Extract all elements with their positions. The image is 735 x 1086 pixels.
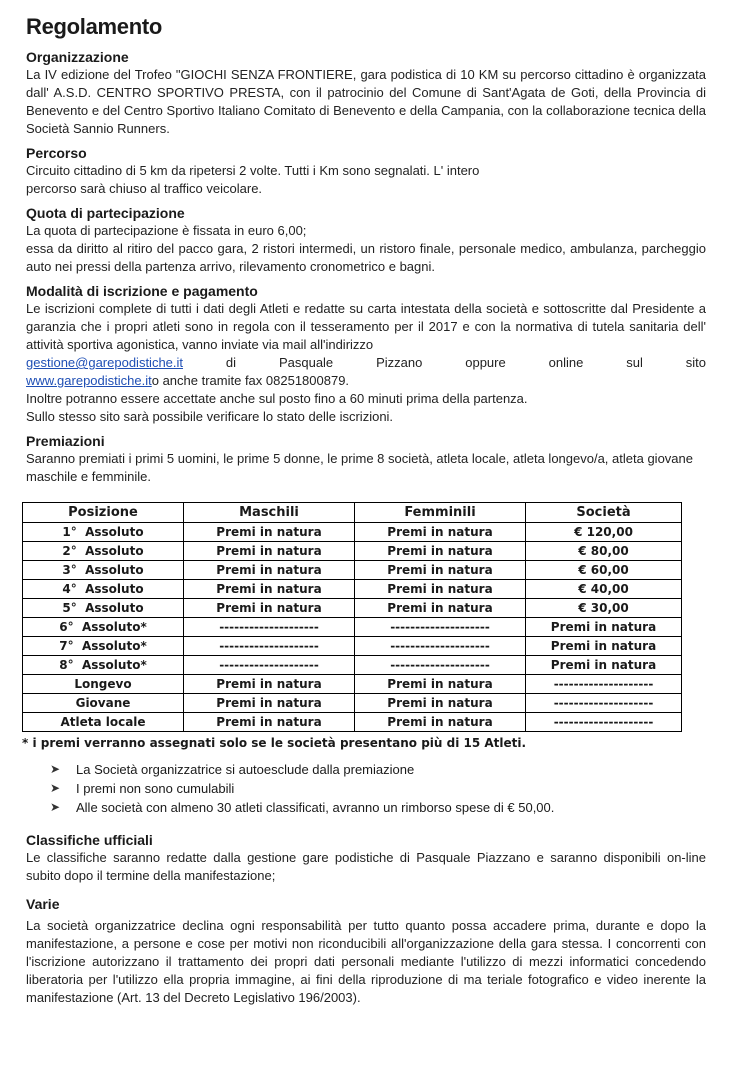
table-row [23, 656, 682, 675]
percorso-line-2: percorso sarà chiuso al traffico veicolare. [26, 181, 263, 196]
cell-femminili: Premi in natura [355, 580, 526, 599]
cell-femminili: Premi in natura [355, 542, 526, 561]
email-link[interactable]: gestione@garepodistiche.it [26, 355, 184, 370]
cell-posizione: Longevo [23, 675, 184, 694]
fax-text: o anche tramite fax 08251800879. [151, 373, 350, 388]
contact-word: sul [626, 355, 643, 370]
table-row [23, 637, 682, 656]
section-varie [26, 895, 706, 1007]
contact-word: sito [685, 355, 706, 370]
cell-maschili: Premi in natura [184, 542, 355, 561]
heading-quota: Quota di partecipazione [26, 205, 185, 221]
table-row [23, 618, 682, 637]
list-item [50, 760, 706, 779]
cell-maschili: Premi in natura [184, 694, 355, 713]
heading-iscrizione: Modalità di iscrizione e pagamento [26, 283, 258, 299]
contact-word: Pasquale [278, 355, 334, 370]
table-row [23, 561, 682, 580]
bullet-text: Alle società con almeno 30 atleti classificati, avranno un rimborso spese di € 50,00. [76, 800, 555, 815]
cell-posizione: 8° Assoluto* [23, 656, 184, 675]
col-header-maschili: Maschili [184, 503, 355, 523]
cell-femminili: Premi in natura [355, 523, 526, 542]
cell-maschili: Premi in natura [184, 523, 355, 542]
cell-femminili: Premi in natura [355, 694, 526, 713]
section-iscrizione [26, 282, 706, 426]
table-row [23, 580, 682, 599]
bullet-text: La Società organizzatrice si autoesclude dalla premiazione [76, 762, 415, 777]
cell-femminili: Premi in natura [355, 561, 526, 580]
table-row [23, 542, 682, 561]
arrow-bullet-icon: ➤ [50, 781, 61, 795]
heading-organizzazione: Organizzazione [26, 49, 129, 65]
cell-femminili: Premi in natura [355, 599, 526, 618]
contact-word: di [225, 355, 237, 370]
cell-societa: € 120,00 [526, 523, 682, 542]
bullet-text: I premi non sono cumulabili [76, 781, 235, 796]
section-percorso [26, 144, 706, 198]
col-header-femminili: Femminili [355, 503, 526, 523]
classifiche-text: Le classifiche saranno redatte dalla gestione gare podistiche di Pasquale Piazzano e saranno disponibili on-line subito dopo il termine della manifestazione; [26, 850, 706, 883]
cell-maschili: Premi in natura [184, 599, 355, 618]
cell-maschili: Premi in natura [184, 675, 355, 694]
col-header-societa: Società [526, 503, 682, 523]
col-header-posizione: Posizione [23, 503, 184, 523]
arrow-bullet-icon: ➤ [50, 800, 61, 814]
heading-classifiche: Classifiche ufficiali [26, 832, 153, 848]
percorso-line-1: Circuito cittadino di 5 km da ripetersi 2 volte. Tutti i Km sono segnalati. L' intero [26, 163, 480, 178]
table-row [23, 523, 682, 542]
iscrizione-onsite: Inoltre potranno essere accettate anche sul posto fino a 60 minuti prima della partenza. [26, 391, 528, 406]
cell-posizione: Atleta locale [23, 713, 184, 732]
table-row [23, 599, 682, 618]
cell-societa: -------------------- [526, 694, 682, 713]
contact-word: oppure [465, 355, 506, 370]
cell-societa: € 80,00 [526, 542, 682, 561]
section-organizzazione [26, 48, 706, 138]
table-row [23, 675, 682, 694]
heading-varie: Varie [26, 896, 60, 912]
cell-maschili: -------------------- [184, 637, 355, 656]
cell-societa: € 30,00 [526, 599, 682, 618]
quota-line-1: La quota di partecipazione è fissata in euro 6,00; [26, 223, 307, 238]
iscrizione-text: Le iscrizioni complete di tutti i dati degli Atleti e redatte su carta intestata della società e sottoscritte dal Presidente a garanzia che i propri atleti sono in regola con il tesseramento per il 2017 e con la normativa di tutela sanitaria dell' attività sportiva agonistica, vanno inviate via mail all'indirizzo [26, 301, 706, 352]
cell-societa: Premi in natura [526, 656, 682, 675]
cell-posizione: Giovane [23, 694, 184, 713]
cell-posizione: 3° Assoluto [23, 561, 184, 580]
site-line [26, 372, 706, 390]
iscrizione-contact-line [26, 354, 706, 372]
quota-line-2: essa da diritto al ritiro del pacco gara, 2 ristori intermedi, un ristoro finale, personale medico, ambulanza, parcheggio auto nei pressi della partenza arrivo, rilevamento cronometrico e bagni. [26, 241, 706, 274]
cell-societa: Premi in natura [526, 618, 682, 637]
cell-societa: Premi in natura [526, 637, 682, 656]
cell-maschili: -------------------- [184, 618, 355, 637]
table-row [23, 713, 682, 732]
contact-word: Pizzano [376, 355, 423, 370]
cell-posizione: 1° Assoluto [23, 523, 184, 542]
contact-word: online [548, 355, 584, 370]
prize-table-body [23, 523, 682, 732]
cell-societa: -------------------- [526, 713, 682, 732]
cell-femminili: -------------------- [355, 618, 526, 637]
organizzazione-text: La IV edizione del Trofeo "GIOCHI SENZA FRONTIERE, gara podistica di 10 KM su percorso cittadino è organizzata dall' A.S.D. CENTRO SPORTIVO PRESTA, con il patrocinio del Comune di Sant'Agata de Goti, della Provincia di Benevento e del Centro Sportivo Italiano Comitato di Benevento e della Campania, con la collaborazione tecnica della Società Sannio Runners. [26, 67, 706, 136]
site-link[interactable]: www.garepodistiche.it [26, 373, 152, 388]
cell-maschili: -------------------- [184, 656, 355, 675]
table-header-row [23, 503, 682, 523]
list-item [50, 779, 706, 798]
cell-femminili: Premi in natura [355, 713, 526, 732]
cell-femminili: Premi in natura [355, 675, 526, 694]
premiazioni-text: Saranno premiati i primi 5 uomini, le prime 5 donne, le prime 8 società, atleta locale, atleta longevo/a, atleta giovane maschile e femminile. [26, 451, 693, 484]
heading-premiazioni: Premiazioni [26, 433, 105, 449]
bullet-list [50, 760, 706, 817]
cell-posizione: 7° Assoluto* [23, 637, 184, 656]
table-row [23, 694, 682, 713]
cell-maschili: Premi in natura [184, 561, 355, 580]
regolamento-page [22, 14, 706, 1013]
iscrizione-status: Sullo stesso sito sarà possibile verificare lo stato delle iscrizioni. [26, 409, 394, 424]
cell-femminili: -------------------- [355, 656, 526, 675]
cell-maschili: Premi in natura [184, 713, 355, 732]
heading-percorso: Percorso [26, 145, 87, 161]
section-classifiche [26, 831, 706, 885]
cell-maschili: Premi in natura [184, 580, 355, 599]
page-title: Regolamento [26, 14, 163, 39]
prize-table [22, 502, 682, 732]
list-item [50, 798, 706, 817]
varie-text: La società organizzatrice declina ogni responsabilità per tutto quanto possa accadere prima, durante e dopo la manifestazione, a persone e cose per motivi non riconducibili all'organizzazione della gara stessa. I concorrenti con l'iscrizione autorizzano il trattamento dei propri dati personali mediante l'utilizzo di mezzi informatici concedendo liberatoria per l'utilizzo ella propria immagine, ai fini della riproduzione di ma teriale fotografico e video inerente la manifestazione (Art. 13 del Decreto Legislativo 196/2003). [26, 918, 706, 1005]
prize-note: * i premi verranno assegnati solo se le società presentano più di 15 Atleti. [22, 736, 527, 750]
cell-posizione: 5° Assoluto [23, 599, 184, 618]
cell-societa: -------------------- [526, 675, 682, 694]
cell-posizione: 4° Assoluto [23, 580, 184, 599]
section-quota [26, 204, 706, 276]
cell-posizione: 2° Assoluto [23, 542, 184, 561]
cell-societa: € 60,00 [526, 561, 682, 580]
section-premiazioni [26, 432, 706, 486]
cell-femminili: -------------------- [355, 637, 526, 656]
arrow-bullet-icon: ➤ [50, 762, 61, 776]
cell-societa: € 40,00 [526, 580, 682, 599]
cell-posizione: 6° Assoluto* [23, 618, 184, 637]
